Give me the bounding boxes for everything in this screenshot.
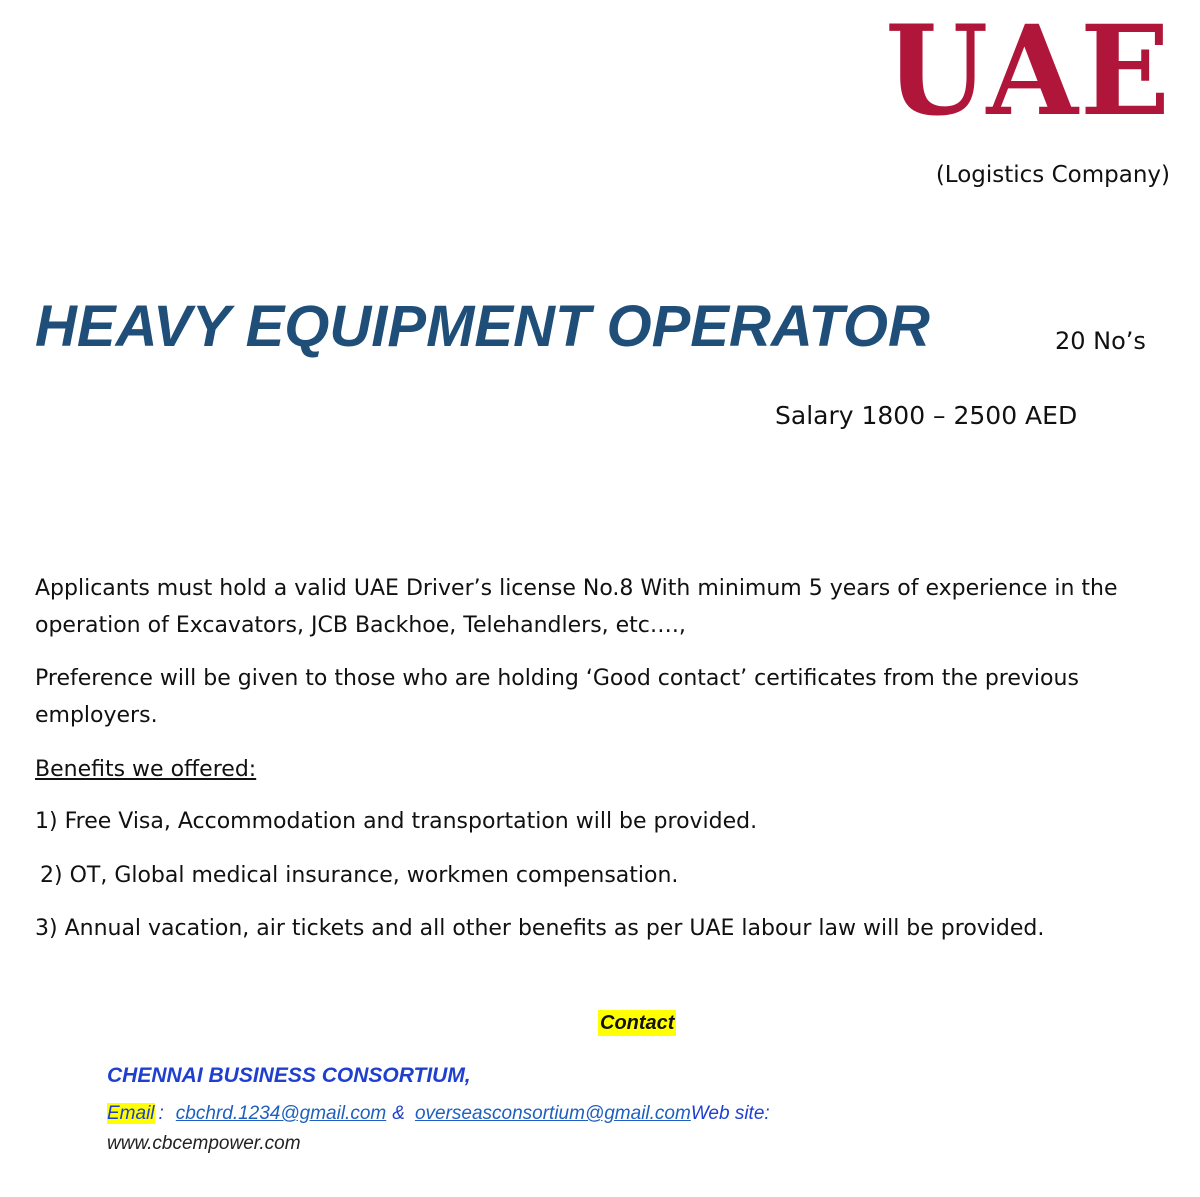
email-separator: : <box>158 1103 164 1124</box>
website-link[interactable]: www.cbcempower.com <box>107 1133 301 1154</box>
salary: Salary 1800 – 2500 AED <box>775 401 1078 430</box>
benefit-item: 2) OT, Global medical insurance, workmen compensation. <box>40 863 679 888</box>
preference-text: Preference will be given to those who are holding ‘Good contact’ certificates from the previous employers. <box>35 666 1079 728</box>
email-line <box>107 1101 770 1127</box>
benefit-item: 1) Free Visa, Accommodation and transportation will be provided. <box>35 809 758 834</box>
job-title: HEAVY EQUIPMENT OPERATOR <box>35 294 930 359</box>
contact-company-name: CHENNAI BUSINESS CONSORTIUM, <box>107 1064 471 1087</box>
company-type: (Logistics Company) <box>935 162 1170 188</box>
benefits-heading: Benefits we offered: <box>35 757 257 782</box>
email-label: Email <box>107 1103 155 1124</box>
company-logo: UAE <box>885 0 1172 144</box>
email-link-2[interactable]: overseasconsortium@gmail.com <box>414 1103 691 1124</box>
headcount: 20 No’s <box>1055 327 1146 355</box>
website-label: Web site: <box>690 1103 770 1124</box>
benefit-item: 3) Annual vacation, air tickets and all other benefits as per UAE labour law will be provided. <box>35 916 1045 941</box>
requirements-text: Applicants must hold a valid UAE Driver’s license No.8 With minimum 5 years of experience in the operation of Excavators, JCB Backhoe, Telehandlers, etc…., <box>35 576 1118 638</box>
contact-heading: Contact <box>600 1012 675 1034</box>
email-link-1[interactable]: cbchrd.1234@gmail.com <box>175 1103 387 1124</box>
email-ampersand: & <box>392 1103 405 1124</box>
